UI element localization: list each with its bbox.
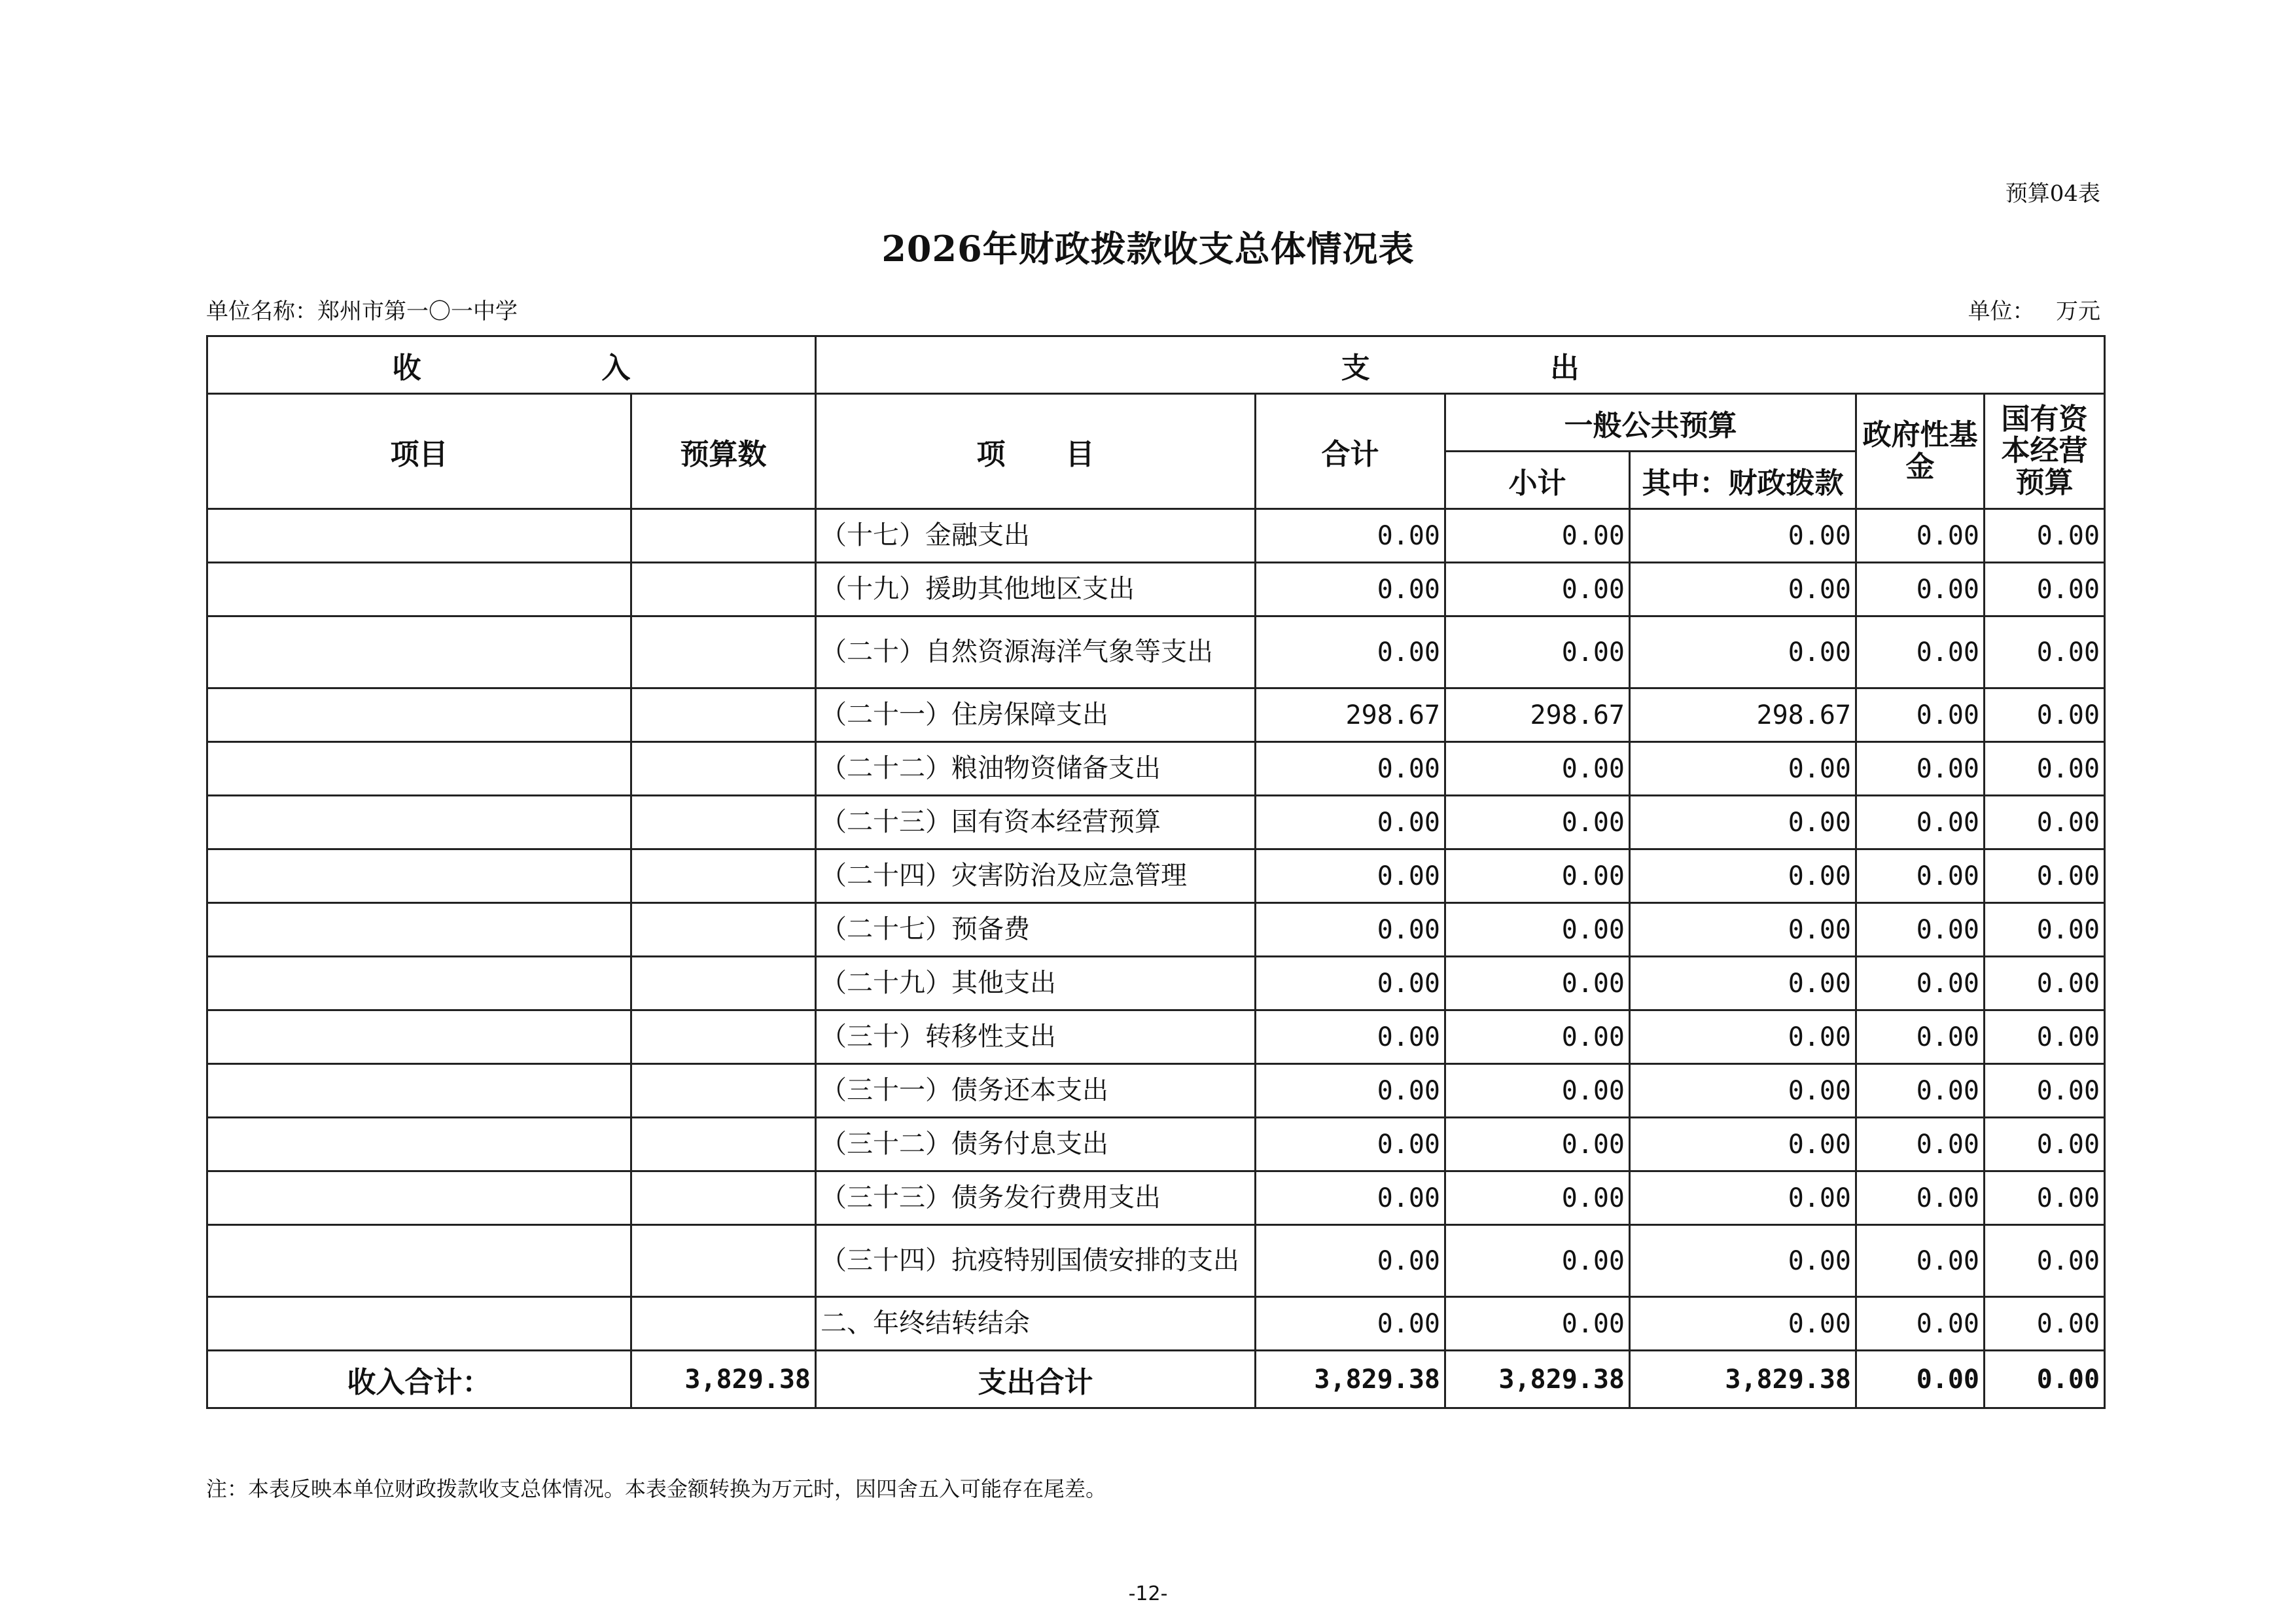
income-item-cell bbox=[207, 509, 631, 563]
budget-table bbox=[206, 335, 2106, 1409]
expense-state-capital-cell: 0.00 bbox=[1985, 616, 2105, 688]
expense-total-cell: 0.00 bbox=[1256, 796, 1445, 849]
income-budget-cell bbox=[631, 563, 816, 616]
table-row bbox=[207, 957, 2105, 1010]
income-budget-cell bbox=[631, 903, 816, 957]
expense-gov-fund-cell: 0.00 bbox=[1856, 688, 1985, 742]
currency-unit: 单位： 万元 bbox=[1968, 298, 2100, 325]
expense-subtotal-cell: 0.00 bbox=[1445, 957, 1630, 1010]
expense-fiscal-cell: 0.00 bbox=[1630, 742, 1856, 796]
expense-subtotal-cell: 0.00 bbox=[1445, 1225, 1630, 1297]
income-item-cell bbox=[207, 1064, 631, 1118]
expense-gov-fund-cell: 0.00 bbox=[1856, 849, 1985, 903]
expense-total-cell: 0.00 bbox=[1256, 1118, 1445, 1171]
income-budget-header: 预算数 bbox=[631, 394, 816, 509]
expense-subtotal-cell: 298.67 bbox=[1445, 688, 1630, 742]
expense-subtotal-cell: 0.00 bbox=[1445, 1171, 1630, 1225]
expense-subtotal-cell: 0.00 bbox=[1445, 1010, 1630, 1064]
expense-state-capital-cell: 0.00 bbox=[1985, 903, 2105, 957]
subtotal-header: 小计 bbox=[1445, 452, 1630, 509]
income-item-header: 项目 bbox=[207, 394, 631, 509]
page-number: -12- bbox=[1128, 1582, 1168, 1605]
expense-total-cell: 0.00 bbox=[1256, 1171, 1445, 1225]
expense-gov-fund-cell: 0.00 bbox=[1856, 796, 1985, 849]
income-budget-cell bbox=[631, 1118, 816, 1171]
expense-subtotal-cell: 0.00 bbox=[1445, 509, 1630, 563]
expense-subtotal-cell: 0.00 bbox=[1445, 1064, 1630, 1118]
expense-fiscal-cell: 0.00 bbox=[1630, 1171, 1856, 1225]
income-budget-cell bbox=[631, 957, 816, 1010]
expense-band-header: 支 出 bbox=[816, 336, 2105, 394]
expense-state-capital-cell: 0.00 bbox=[1985, 1064, 2105, 1118]
income-item-cell bbox=[207, 903, 631, 957]
expense-subtotal-value: 3,829.38 bbox=[1445, 1351, 1630, 1408]
expense-item-cell: （二十四）灾害防治及应急管理 bbox=[816, 849, 1256, 903]
unit-name: 单位名称：郑州市第一〇一中学 bbox=[206, 298, 518, 325]
income-item-cell bbox=[207, 1297, 631, 1351]
expense-subtotal-cell: 0.00 bbox=[1445, 903, 1630, 957]
expense-state-capital-cell: 0.00 bbox=[1985, 957, 2105, 1010]
expense-total-value: 3,829.38 bbox=[1256, 1351, 1445, 1408]
form-number: 预算04表 bbox=[2005, 181, 2100, 207]
income-budget-cell bbox=[631, 1171, 816, 1225]
expense-fiscal-cell: 0.00 bbox=[1630, 1225, 1856, 1297]
income-item-cell bbox=[207, 563, 631, 616]
table-row bbox=[207, 742, 2105, 796]
expense-fiscal-cell: 0.00 bbox=[1630, 796, 1856, 849]
expense-total-cell: 0.00 bbox=[1256, 903, 1445, 957]
expense-item-cell: （三十二）债务付息支出 bbox=[816, 1118, 1256, 1171]
table-row bbox=[207, 616, 2105, 688]
expense-state-capital-cell: 0.00 bbox=[1985, 509, 2105, 563]
table-row bbox=[207, 1064, 2105, 1118]
expense-item-cell: 二、年终结转结余 bbox=[816, 1297, 1256, 1351]
expense-gov-fund-value: 0.00 bbox=[1856, 1351, 1985, 1408]
expense-fiscal-cell: 0.00 bbox=[1630, 1118, 1856, 1171]
expense-fiscal-cell: 0.00 bbox=[1630, 563, 1856, 616]
income-item-cell bbox=[207, 796, 631, 849]
expense-gov-fund-cell: 0.00 bbox=[1856, 1118, 1985, 1171]
expense-item-cell: （三十三）债务发行费用支出 bbox=[816, 1171, 1256, 1225]
income-item-cell bbox=[207, 742, 631, 796]
expense-state-capital-cell: 0.00 bbox=[1985, 1010, 2105, 1064]
expense-total-cell: 0.00 bbox=[1256, 1010, 1445, 1064]
expense-total-cell: 0.00 bbox=[1256, 742, 1445, 796]
expense-state-capital-cell: 0.00 bbox=[1985, 563, 2105, 616]
general-budget-header: 一般公共预算 bbox=[1445, 394, 1856, 452]
table-row bbox=[207, 903, 2105, 957]
income-budget-cell bbox=[631, 688, 816, 742]
income-item-cell bbox=[207, 1225, 631, 1297]
income-band-header: 收 入 bbox=[207, 336, 816, 394]
expense-gov-fund-cell: 0.00 bbox=[1856, 509, 1985, 563]
expense-fiscal-cell: 0.00 bbox=[1630, 957, 1856, 1010]
table-body bbox=[207, 509, 2105, 1351]
expense-state-capital-cell: 0.00 bbox=[1985, 1225, 2105, 1297]
income-item-cell bbox=[207, 957, 631, 1010]
expense-state-capital-cell: 0.00 bbox=[1985, 688, 2105, 742]
income-item-cell bbox=[207, 1118, 631, 1171]
expense-total-cell: 298.67 bbox=[1256, 688, 1445, 742]
expense-gov-fund-cell: 0.00 bbox=[1856, 1297, 1985, 1351]
expense-total-cell: 0.00 bbox=[1256, 563, 1445, 616]
expense-state-capital-cell: 0.00 bbox=[1985, 1118, 2105, 1171]
expense-subtotal-cell: 0.00 bbox=[1445, 563, 1630, 616]
expense-item-cell: （二十二）粮油物资储备支出 bbox=[816, 742, 1256, 796]
expense-fiscal-cell: 0.00 bbox=[1630, 616, 1856, 688]
expense-total-cell: 0.00 bbox=[1256, 1064, 1445, 1118]
expense-subtotal-cell: 0.00 bbox=[1445, 796, 1630, 849]
expense-total-cell: 0.00 bbox=[1256, 957, 1445, 1010]
expense-total-cell: 0.00 bbox=[1256, 1225, 1445, 1297]
expense-fiscal-cell: 0.00 bbox=[1630, 1010, 1856, 1064]
income-item-cell bbox=[207, 1010, 631, 1064]
income-item-cell bbox=[207, 1171, 631, 1225]
state-capital-header: 国有资本经营预算 bbox=[1985, 394, 2105, 509]
expense-fiscal-cell: 0.00 bbox=[1630, 903, 1856, 957]
expense-subtotal-cell: 0.00 bbox=[1445, 616, 1630, 688]
expense-subtotal-cell: 0.00 bbox=[1445, 1118, 1630, 1171]
expense-fiscal-value: 3,829.38 bbox=[1630, 1351, 1856, 1408]
income-item-cell bbox=[207, 616, 631, 688]
table-row bbox=[207, 796, 2105, 849]
expense-gov-fund-cell: 0.00 bbox=[1856, 1064, 1985, 1118]
expense-fiscal-cell: 0.00 bbox=[1630, 849, 1856, 903]
expense-item-cell: （三十一）债务还本支出 bbox=[816, 1064, 1256, 1118]
expense-item-cell: （三十四）抗疫特别国债安排的支出 bbox=[816, 1225, 1256, 1297]
expense-fiscal-cell: 298.67 bbox=[1630, 688, 1856, 742]
income-total-label: 收入合计： bbox=[207, 1351, 631, 1408]
band-header-row bbox=[207, 336, 2105, 394]
expense-state-capital-cell: 0.00 bbox=[1985, 796, 2105, 849]
expense-item-cell: （二十一）住房保障支出 bbox=[816, 688, 1256, 742]
income-budget-cell bbox=[631, 1225, 816, 1297]
expense-item-cell: （十九）援助其他地区支出 bbox=[816, 563, 1256, 616]
expense-fiscal-cell: 0.00 bbox=[1630, 509, 1856, 563]
expense-gov-fund-cell: 0.00 bbox=[1856, 563, 1985, 616]
expense-fiscal-cell: 0.00 bbox=[1630, 1064, 1856, 1118]
expense-total-cell: 0.00 bbox=[1256, 1297, 1445, 1351]
expense-state-capital-cell: 0.00 bbox=[1985, 1171, 2105, 1225]
expense-gov-fund-cell: 0.00 bbox=[1856, 1171, 1985, 1225]
expense-total-cell: 0.00 bbox=[1256, 509, 1445, 563]
table-row bbox=[207, 1010, 2105, 1064]
expense-subtotal-cell: 0.00 bbox=[1445, 849, 1630, 903]
table-row bbox=[207, 563, 2105, 616]
total-header: 合计 bbox=[1256, 394, 1445, 509]
income-budget-cell bbox=[631, 1010, 816, 1064]
column-header-row bbox=[207, 394, 2105, 452]
income-item-cell bbox=[207, 688, 631, 742]
expense-state-capital-value: 0.00 bbox=[1985, 1351, 2105, 1408]
expense-fiscal-cell: 0.00 bbox=[1630, 1297, 1856, 1351]
gov-fund-header: 政府性基金 bbox=[1856, 394, 1985, 509]
totals-row bbox=[207, 1351, 2105, 1408]
income-budget-cell bbox=[631, 616, 816, 688]
expense-item-cell: （三十）转移性支出 bbox=[816, 1010, 1256, 1064]
footnote: 注：本表反映本单位财政拨款收支总体情况。本表金额转换为万元时，因四舍五入可能存在尾差。 bbox=[206, 1476, 1107, 1501]
table-row bbox=[207, 1297, 2105, 1351]
table-row bbox=[207, 509, 2105, 563]
expense-item-cell: （二十七）预备费 bbox=[816, 903, 1256, 957]
expense-item-cell: （二十九）其他支出 bbox=[816, 957, 1256, 1010]
expense-total-cell: 0.00 bbox=[1256, 616, 1445, 688]
expense-gov-fund-cell: 0.00 bbox=[1856, 1225, 1985, 1297]
expense-total-label: 支出合计 bbox=[816, 1351, 1256, 1408]
table-row bbox=[207, 1171, 2105, 1225]
table-row bbox=[207, 1225, 2105, 1297]
expense-subtotal-cell: 0.00 bbox=[1445, 1297, 1630, 1351]
table-row bbox=[207, 1118, 2105, 1171]
table-row bbox=[207, 849, 2105, 903]
income-budget-cell bbox=[631, 742, 816, 796]
expense-state-capital-cell: 0.00 bbox=[1985, 1297, 2105, 1351]
expense-state-capital-cell: 0.00 bbox=[1985, 742, 2105, 796]
income-budget-cell bbox=[631, 509, 816, 563]
income-budget-cell bbox=[631, 1297, 816, 1351]
expense-gov-fund-cell: 0.00 bbox=[1856, 616, 1985, 688]
expense-subtotal-cell: 0.00 bbox=[1445, 742, 1630, 796]
expense-total-cell: 0.00 bbox=[1256, 849, 1445, 903]
expense-gov-fund-cell: 0.00 bbox=[1856, 957, 1985, 1010]
income-total-value: 3,829.38 bbox=[631, 1351, 816, 1408]
expense-item-cell: （二十）自然资源海洋气象等支出 bbox=[816, 616, 1256, 688]
expense-gov-fund-cell: 0.00 bbox=[1856, 742, 1985, 796]
expense-gov-fund-cell: 0.00 bbox=[1856, 1010, 1985, 1064]
expense-gov-fund-cell: 0.00 bbox=[1856, 903, 1985, 957]
expense-item-header: 项 目 bbox=[816, 394, 1256, 509]
expense-state-capital-cell: 0.00 bbox=[1985, 849, 2105, 903]
income-budget-cell bbox=[631, 796, 816, 849]
expense-item-cell: （二十三）国有资本经营预算 bbox=[816, 796, 1256, 849]
income-budget-cell bbox=[631, 849, 816, 903]
table-row bbox=[207, 688, 2105, 742]
fiscal-header: 其中：财政拨款 bbox=[1630, 452, 1856, 509]
page-title: 2026年财政拨款收支总体情况表 bbox=[881, 228, 1415, 270]
income-item-cell bbox=[207, 849, 631, 903]
income-budget-cell bbox=[631, 1064, 816, 1118]
expense-item-cell: （十七）金融支出 bbox=[816, 509, 1256, 563]
